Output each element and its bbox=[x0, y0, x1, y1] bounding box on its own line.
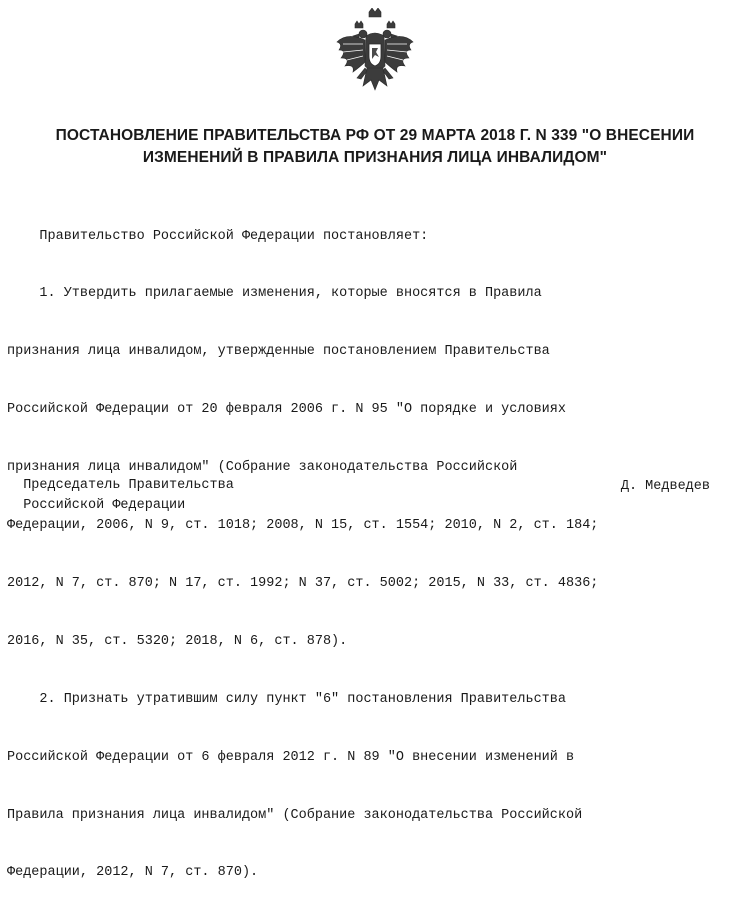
body-line: признания лица инвалидом" (Собрание законодательства Российской bbox=[7, 460, 518, 476]
body-line: Правила признания лица инвалидом" (Собрание законодательства Российской bbox=[7, 807, 583, 823]
body-line: Правительство Российской Федерации постановляет: bbox=[7, 228, 429, 244]
body-line: признания лица инвалидом, утвержденные постановлением Правительства bbox=[7, 344, 550, 360]
body-line: Федерации, 2012, N 7, ст. 870). bbox=[7, 865, 259, 881]
body-line: Российской Федерации от 20 февраля 2006 г. N 95 "О порядке и условиях bbox=[7, 402, 566, 418]
body-line: Федерации, 2006, N 9, ст. 1018; 2008, N 15, ст. 1554; 2010, N 2, ст. 184; bbox=[7, 518, 599, 534]
document-title-line-2: ИЗМЕНЕНИЙ В ПРАВИЛА ПРИЗНАНИЯ ЛИЦА ИНВАЛИДОМ" bbox=[142, 149, 608, 166]
signatory-name: Д. Медведев bbox=[620, 479, 710, 494]
body-line: 2016, N 35, ст. 5320; 2018, N 6, ст. 878). bbox=[7, 633, 348, 649]
body-line: 2012, N 7, ст. 870; N 17, ст. 1992; N 37, ст. 5002; 2015, N 33, ст. 4836; bbox=[7, 575, 599, 591]
signature-position-text-2: Российской Федерации bbox=[23, 498, 186, 514]
body-line: 2. Признать утратившим силу пункт "6" постановления Правительства bbox=[7, 691, 566, 707]
document-body bbox=[7, 188, 747, 902]
signature-position-line-2 bbox=[7, 477, 747, 535]
body-line: 1. Утвердить прилагаемые изменения, которые вносятся в Правила bbox=[7, 286, 542, 302]
coat-of-arms-emblem-icon bbox=[333, 8, 417, 98]
document-title-line-1: ПОСТАНОВЛЕНИЕ ПРАВИТЕЛЬСТВА РФ ОТ 29 МАРТА 2018 Г. N 339 "О ВНЕСЕНИИ bbox=[55, 127, 695, 144]
body-line: Российской Федерации от 6 февраля 2012 г. N 89 "О внесении изменений в bbox=[7, 749, 575, 765]
signature-position-text-1: Председатель Правительства bbox=[23, 478, 234, 494]
